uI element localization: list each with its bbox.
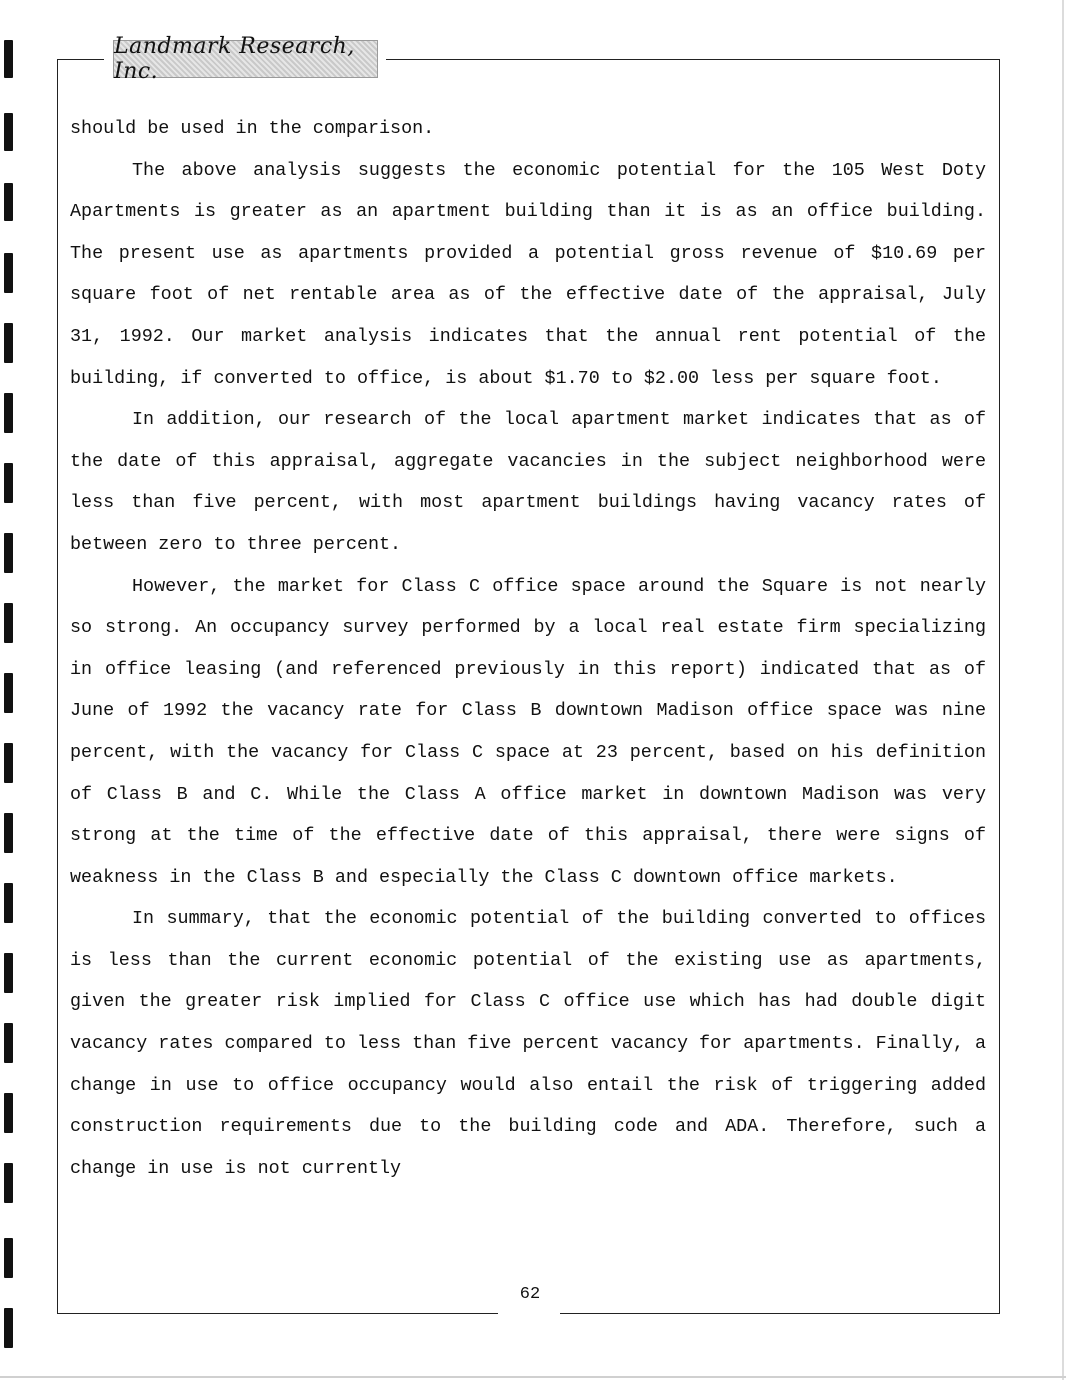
binder-mark [4,883,13,923]
paragraph: The above analysis suggests the economic potential for the 105 West Doty Apartments is greater as an apartment building than it is as an office building. The present use as apartments provided a potential gross revenue of $10.69 per square foot of net rentable area as of the effective date of the appraisal, July 31, 1992. Our market analysis indicates that the annual rent potential of the building, if converted to office, is about $1.70 to $2.00 less per square foot. [70,159,986,389]
binder-mark [4,743,13,783]
binder-mark [4,1093,13,1133]
company-logo-text: Landmark Research, Inc. [114,34,355,84]
binder-mark [4,40,13,78]
binder-mark [4,603,13,643]
paragraph: In summary, that the economic potential of the building converted to offices is less than the current economic potential of the existing use as apartments, given the greater risk implied for Class C office use which has had double digit vacancy rates compared to less than five percent vacancy for apartments. Finally, a change in use to office occupancy would also entail the risk of triggering added construction requirements due to the building code and ADA. Therefore, such a change in use is not currently [70,908,987,1179]
page-number: 62 [519,1285,541,1304]
binder-mark [4,1238,13,1278]
company-logo [113,34,378,84]
frame-gap [498,1305,560,1321]
binder-mark [4,463,13,503]
binder-mark [4,113,13,151]
binder-mark [4,1308,13,1348]
binder-mark [4,393,13,433]
binder-mark [4,183,13,221]
paragraph: In addition, our research of the local apartment market indicates that as of the date of this appraisal, aggregate vacancies in the subject neighborhood were less than five percent, with most apartment buildings having vacancy rates of between zero to three percent. [70,409,986,555]
binder-mark [4,533,13,573]
scan-edge [1062,0,1064,1380]
paragraph: should be used in the comparison. [70,118,435,139]
binder-mark [4,323,13,363]
binder-mark [4,813,13,853]
scan-edge [0,1376,1066,1378]
paragraph: However, the market for Class C office space around the Square is not nearly so strong. An occupancy survey performed by a local real estate firm specializing in office leasing (and referenced previously in this report) indicated that as of June of 1992 the vacancy rate for Class B downtown Madison office space was nine percent, with the vacancy for Class C space at 23 percent, based on his definition of Class B and C. While the Class A office market in downtown Madison was very strong at the time of the effective date of this appraisal, there were signs of weakness in the Class B and especially the Class C downtown office markets. [70,575,986,888]
binder-mark [4,1163,13,1203]
binder-mark [4,253,13,293]
binder-mark [4,1023,13,1063]
document-body [70,108,986,1189]
binder-mark [4,673,13,713]
binder-mark [4,953,13,993]
